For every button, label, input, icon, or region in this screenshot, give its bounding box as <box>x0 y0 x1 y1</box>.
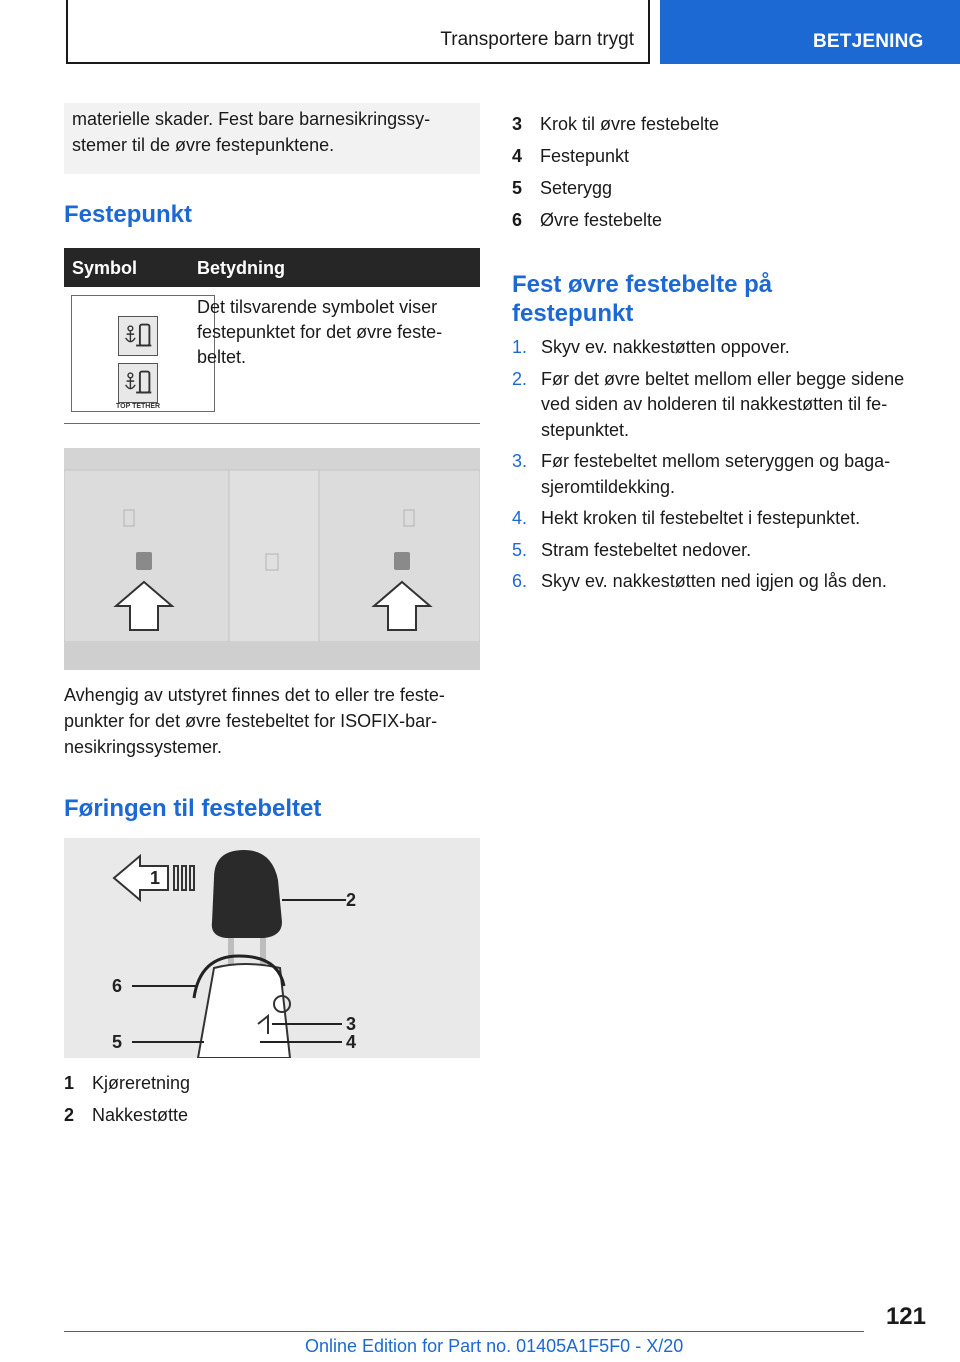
headrest-tether-routing-figure <box>64 838 480 1058</box>
callout-1: 1 <box>150 868 161 888</box>
footer-edition-link[interactable]: Online Edition for Part no. 01405A1F5F0 - X/20 <box>305 1336 684 1356</box>
legend-num: 6 <box>512 210 523 230</box>
header-title: Transportere barn trygt <box>440 29 634 50</box>
step-item <box>512 335 932 361</box>
step-number: 6. <box>512 571 528 591</box>
legend-item <box>512 204 932 236</box>
warning-box <box>64 103 480 174</box>
legend-text: Nakkestøtte <box>92 1105 189 1125</box>
step-item <box>512 367 932 444</box>
callout-5: 5 <box>112 1032 123 1052</box>
legend-text: Øvre festebelte <box>540 210 663 230</box>
legend-text: Kjøreretning <box>92 1073 191 1093</box>
legend-num: 4 <box>512 146 523 166</box>
step-number: 4. <box>512 508 528 528</box>
step-text: Før det øvre beltet mellom eller begge sidene ved siden av holderen til nakkestøtten til fe-stepunktet. <box>541 368 905 440</box>
legend-num: 1 <box>64 1073 75 1093</box>
heading-festepunkt: Festepunkt <box>64 201 193 228</box>
legend-num: 2 <box>64 1105 75 1125</box>
steps-list <box>512 335 932 601</box>
step-item <box>512 538 932 564</box>
legend-text: Seterygg <box>540 178 613 198</box>
cargo-area-anchor-points-figure <box>64 448 480 670</box>
section-tab-label: BETJENING <box>813 31 924 52</box>
step-item <box>512 449 932 500</box>
legend-right <box>512 108 932 236</box>
col-symbol: Symbol <box>72 258 138 278</box>
legend-num: 5 <box>512 178 523 198</box>
callout-3: 3 <box>346 1014 357 1034</box>
symbol-cell <box>71 295 215 412</box>
step-number: 3. <box>512 451 528 471</box>
symbol-table-header <box>64 248 480 287</box>
top-tether-icon <box>118 363 158 403</box>
step-number: 2. <box>512 368 528 389</box>
page-number: 121 <box>885 1303 926 1330</box>
step-item <box>512 569 932 595</box>
step-number: 5. <box>512 539 528 560</box>
step-item <box>512 506 932 532</box>
footer-divider <box>64 1331 864 1332</box>
col-meaning: Betydning <box>197 258 285 278</box>
child-seat-anchor-icon <box>118 316 158 356</box>
warning-text: materielle skader. Fest bare barnesikringssy-stemer til de øvre festepunktene. <box>72 109 431 155</box>
step-text: Hekt kroken til festebeltet i festepunktet. <box>541 508 861 528</box>
legend-text: Krok til øvre festebelte <box>540 114 720 134</box>
step-text: Før festebeltet mellom seteryggen og baga-sjeromtildekking. <box>541 451 891 497</box>
step-text: Stram festebeltet nedover. <box>541 539 752 560</box>
callout-2: 2 <box>346 890 357 910</box>
anchor-points-paragraph: Avhengig av utstyret finnes det to eller tre feste-punkter for det øvre festebeltet for ISOFIX-bar-nesikringssystemer. <box>64 685 445 757</box>
heading-fest-ovre-line1: Fest øvre festebelte på <box>512 271 773 298</box>
heading-foringen: Føringen til festebeltet <box>64 795 322 822</box>
step-text: Skyv ev. nakkestøtten ned igjen og lås den. <box>541 571 887 591</box>
legend-num: 3 <box>512 114 523 134</box>
header-title-box <box>66 0 650 64</box>
step-number: 1. <box>512 337 528 357</box>
top-tether-label: TOP TETHER <box>116 403 161 410</box>
section-tab[interactable] <box>660 0 960 64</box>
legend-item <box>512 140 932 172</box>
step-text: Skyv ev. nakkestøtten oppover. <box>541 337 790 357</box>
heading-fest-ovre-line2: festepunkt <box>512 300 634 327</box>
symbol-description: Det tilsvarende symbolet viser festepunktet for det øvre feste-beltet. <box>197 297 443 367</box>
legend-item <box>512 172 932 204</box>
legend-item <box>64 1099 480 1131</box>
callout-6: 6 <box>112 976 123 996</box>
legend-item <box>64 1067 480 1099</box>
legend-item <box>512 108 932 140</box>
legend-left <box>64 1067 480 1131</box>
legend-text: Festepunkt <box>540 146 630 166</box>
symbol-table-row <box>64 287 480 424</box>
callout-4: 4 <box>346 1032 357 1052</box>
